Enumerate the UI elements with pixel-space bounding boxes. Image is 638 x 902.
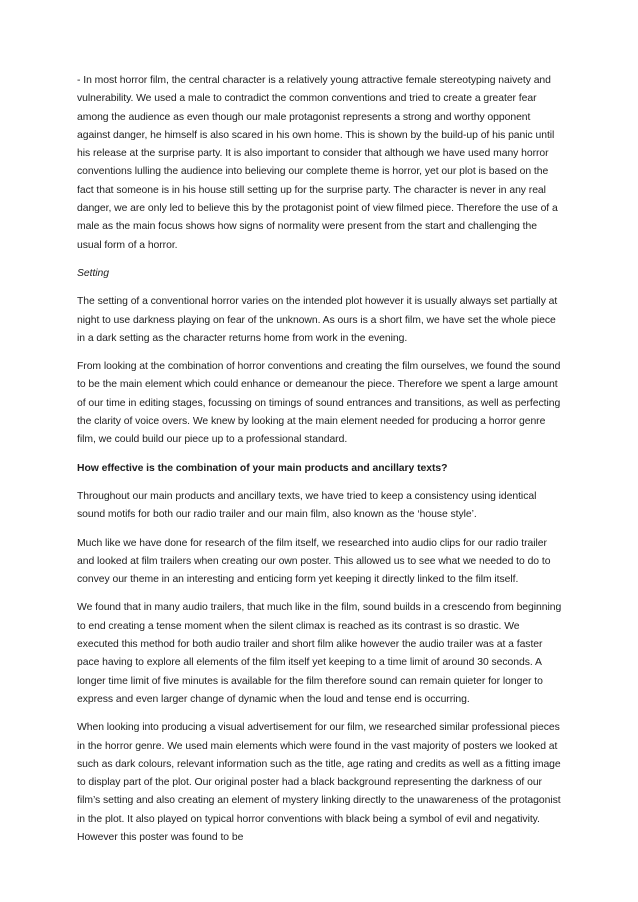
paragraph-consistency: Throughout our main products and ancillary texts, we have tried to keep a consistency using identical sound motifs for both our radio trailer and our main film, also known as the ‘house style’. bbox=[77, 490, 537, 521]
subheading-setting: Setting bbox=[77, 267, 109, 279]
paragraph-setting: The setting of a conventional horror varies on the intended plot however it is usually always set partially at night to use darkness playing on fear of the unknown. As ours is a short film, we have set the whole piece in a dark setting as the character returns home from work in the evening. bbox=[77, 296, 558, 344]
question-heading: How effective is the combination of your main products and ancillary texts? bbox=[77, 462, 448, 474]
paragraph-sound: From looking at the combination of horror conventions and creating the film ourselves, we found the sound to be the main element which could enhance or demeanour the piece. Therefore we spent a large amount of our time in editing stages, focussing on timings of sound entrances and transitions, as well as perfecting the clarity of voice overs. We knew by looking at the main element needed for producing a horror genre film, we could build our piece up to a professional standard. bbox=[77, 361, 561, 446]
paragraph-protagonist: - In most horror film, the central character is a relatively young attractive female stereotyping naivety and vulnerability. We used a male to contradict the common conventions and tried to create a greater fear among the audience as even though our male protagonist represents a strong and worthy opponent against danger, he himself is also scared in his own home. This is shown by the build-up of his panic until his release at the surprise party. It is also important to consider that although we have used many horror conventions lulling the audience into believing our complete theme is horror, yet our plot is based on the fact that someone is in his house still setting up for the surprise party. The character is never in any real danger, we are only led to believe this by the protagonist point of view filmed piece. Therefore the use of a male as the main focus shows how signs of normality were present from the start and challenging the usual form of a horror. bbox=[77, 75, 558, 251]
paragraph-poster: When looking into producing a visual advertisement for our film, we researched similar professional pieces in the horror genre. We used main elements which were found in the vast majority of posters we looked at such as dark colours, relevant information such as the title, age rating and credits as well as a fitting image to display part of the plot. Our original poster had a black background representing the darkness of our film’s setting and also creating an element of mystery linking directly to the unawareness of the protagonist in the plot. It also played on typical horror conventions with black being a symbol of evil and negativity. However this poster was found to be bbox=[77, 722, 561, 843]
paragraph-research: Much like we have done for research of the film itself, we researched into audio clips for our radio trailer and looked at film trailers when creating our own poster. This allowed us to see what we needed to do to convey our theme in an interesting and enticing form yet keeping it directly linked to the film itself. bbox=[77, 537, 551, 586]
paragraph-audio-trailers: We found that in many audio trailers, that much like in the film, sound builds in a crescendo from beginning to end creating a tense moment when the silent climax is reached as its contrast is so drastic. We executed this method for both audio trailer and short film alike however the audio trailer was at a faster pace having to explore all elements of the film itself yet keeping to a time limit of around 30 seconds. A longer time limit of five minutes is available for the film therefore sound can remain quieter for longer to express and even larger change of dynamic when the loud and tense end is occurring. bbox=[77, 602, 562, 705]
